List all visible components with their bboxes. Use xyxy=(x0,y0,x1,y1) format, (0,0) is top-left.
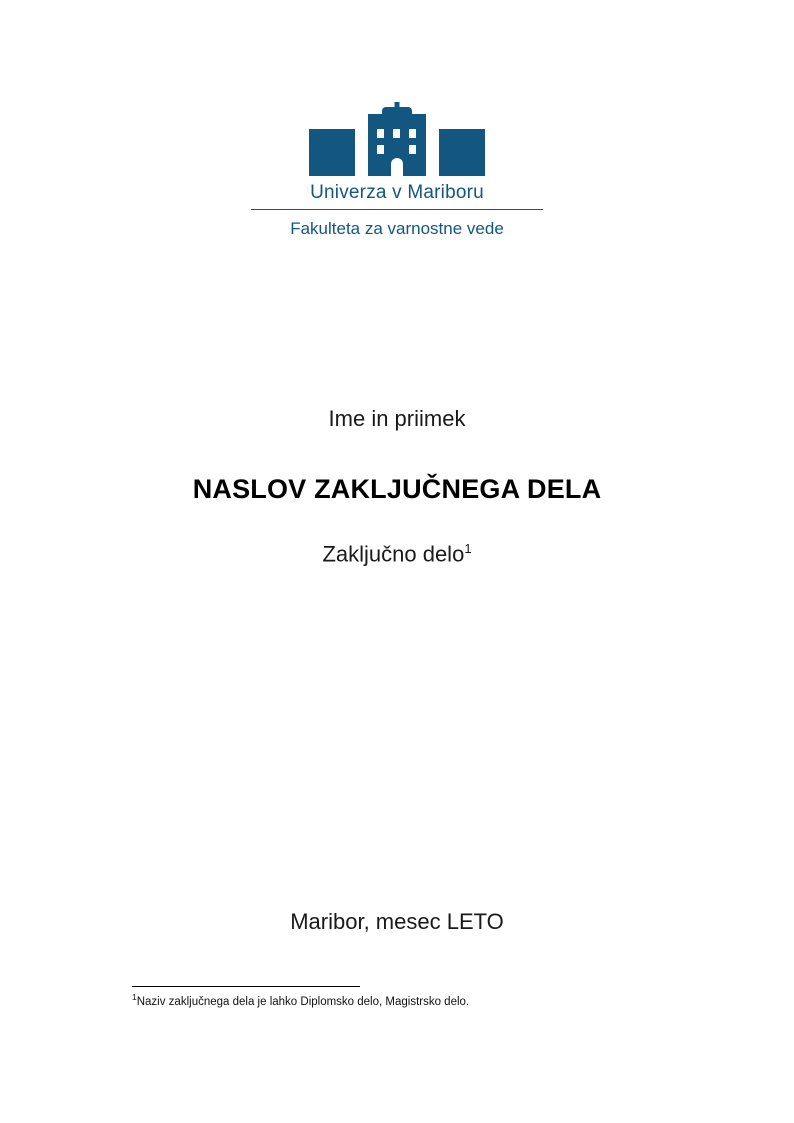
footnote-marker: 1 xyxy=(132,992,137,1002)
footnote-separator xyxy=(132,986,360,987)
work-type-label: Zaključno delo xyxy=(322,541,465,567)
logo-divider xyxy=(251,209,543,210)
crest-left-wing xyxy=(309,129,355,176)
crest-window xyxy=(377,145,384,154)
work-type-line xyxy=(0,541,794,567)
faculty-name: Fakulteta za varnostne vede xyxy=(290,219,504,238)
crest-roof xyxy=(382,107,412,114)
crest-window xyxy=(377,129,384,138)
place-and-date: Maribor, mesec LETO xyxy=(290,909,504,934)
crest-door xyxy=(391,158,403,176)
crest-right-wing xyxy=(439,129,485,176)
university-name: Univerza v Mariboru xyxy=(310,182,484,203)
footnote-text: Naziv zaključnega dela je lahko Diplomsko delo, Magistrsko delo. xyxy=(136,995,470,1008)
footnote xyxy=(132,992,692,1010)
author-name: Ime in priimek xyxy=(328,406,466,431)
crest-window xyxy=(409,145,416,154)
crest-window xyxy=(409,129,416,138)
footnote-area xyxy=(132,986,692,1010)
page-title: NASLOV ZAKLJUČNEGA DELA xyxy=(192,474,602,504)
title-block xyxy=(0,406,794,567)
university-crest-icon xyxy=(309,104,485,176)
university-logo-block xyxy=(0,104,794,239)
crest-finial xyxy=(395,102,400,107)
crest-window xyxy=(393,129,400,138)
work-type-footnote-marker: 1 xyxy=(464,541,472,556)
